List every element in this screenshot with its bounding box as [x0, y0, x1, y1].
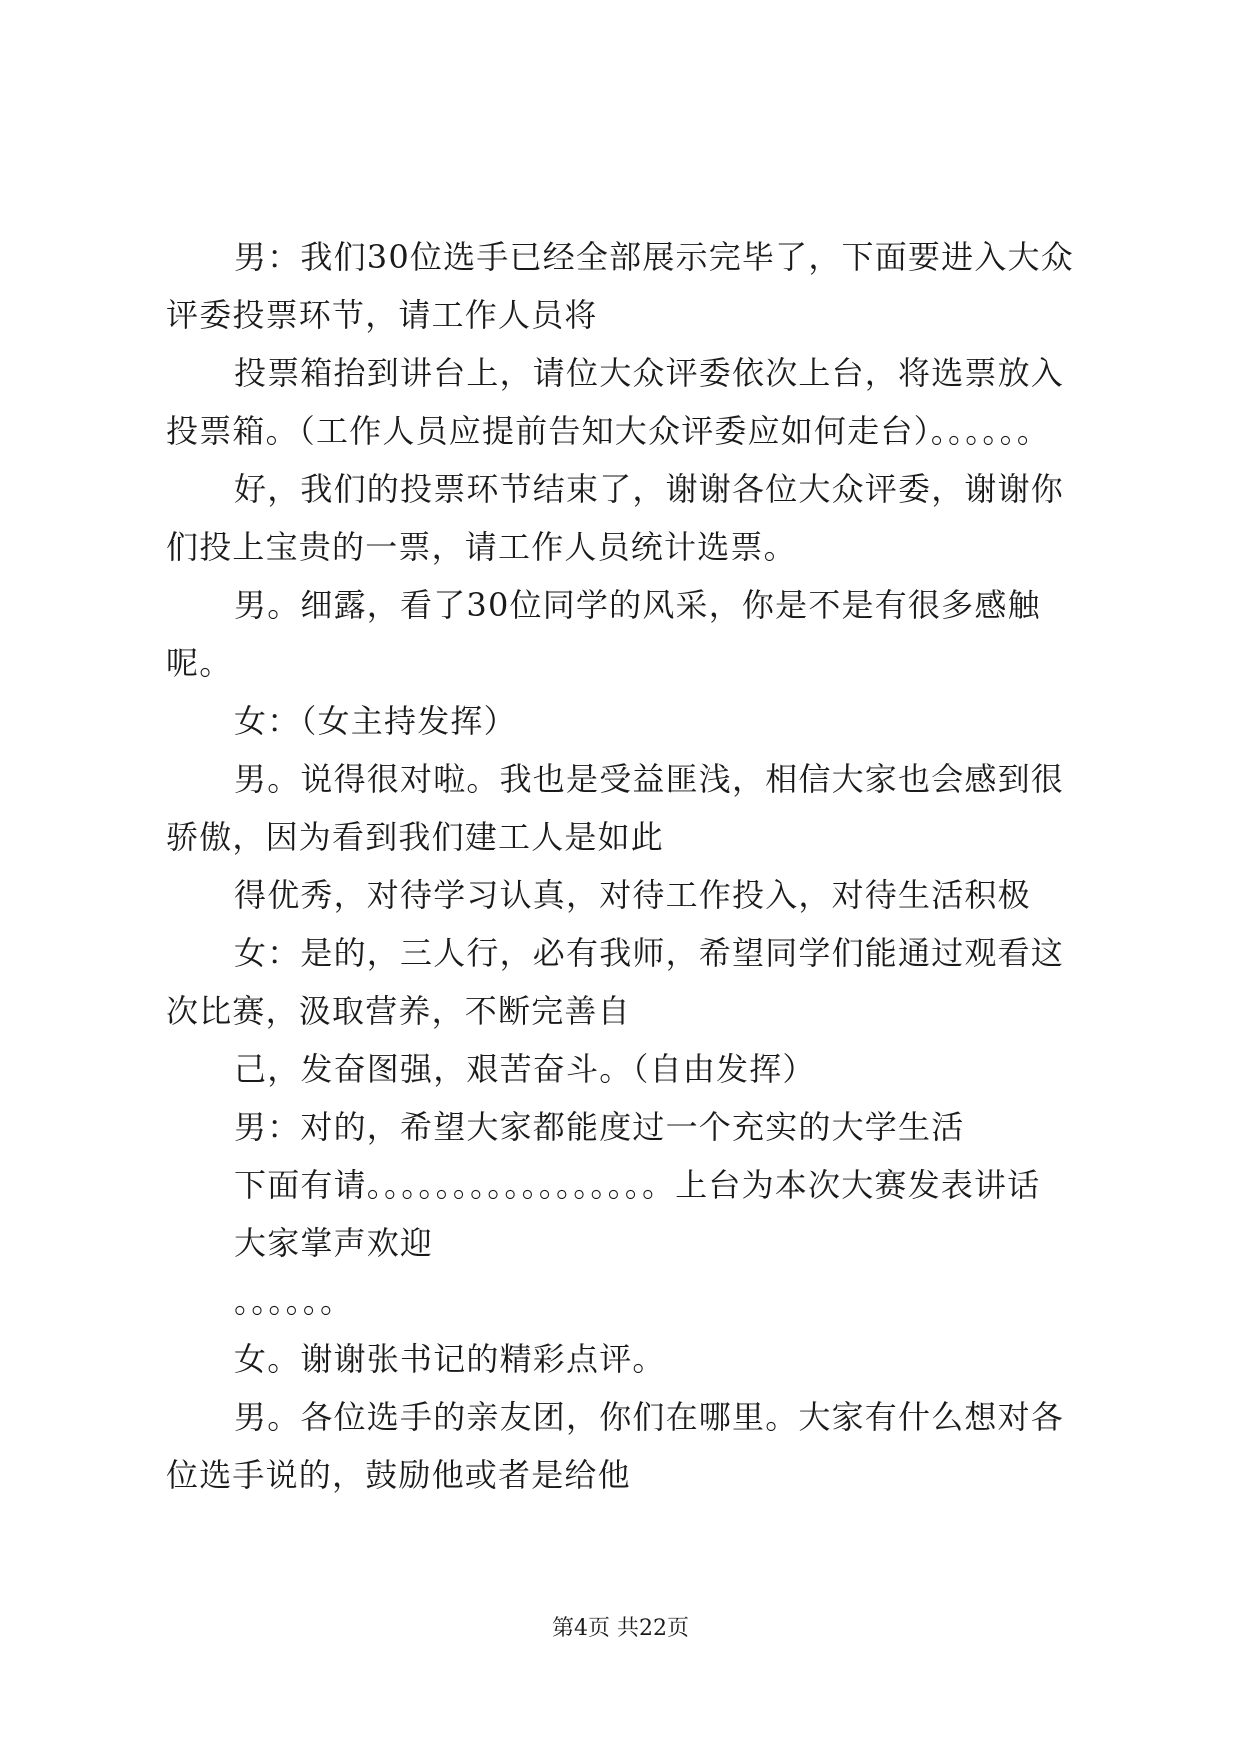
page-footer: 第4页 共22页: [552, 1616, 689, 1641]
paragraph: 男。细露，看了30位同学的风采，你是不是有很多感触呢。: [166, 586, 1041, 682]
paragraph: 投票箱抬到讲台上，请位大众评委依次上台，将选票放入投票箱。（工作人员应提前告知大众评委应如何走台）。。。。。。: [166, 354, 1065, 450]
paragraph: 好，我们的投票环节结束了，谢谢各位大众评委，谢谢你们投上宝贵的一票，请工作人员统计选票。: [166, 470, 1065, 566]
paragraph: 。。。。。。: [234, 1282, 354, 1320]
paragraph: 大家掌声欢迎: [234, 1224, 434, 1262]
paragraph: 女：（女主持发挥）: [234, 702, 517, 740]
paragraph: 女：是的，三人行，必有我师，希望同学们能通过观看这次比赛，汲取营养，不断完善自: [166, 934, 1065, 1030]
paragraph: 女。谢谢张书记的精彩点评。: [234, 1340, 666, 1378]
paragraph: 男。各位选手的亲友团，你们在哪里。大家有什么想对各位选手说的，鼓励他或者是给他: [166, 1398, 1065, 1494]
document-body: [166, 228, 1086, 1504]
paragraph: 己，发奋图强，艰苦奋斗。（自由发挥）: [234, 1050, 816, 1088]
paragraph: 得优秀，对待学习认真，对待工作投入，对待生活积极: [234, 876, 1031, 914]
paragraph: 男：我们30位选手已经全部展示完毕了，下面要进入大众评委投票环节，请工作人员将: [166, 238, 1074, 334]
paragraph: 男：对的，希望大家都能度过一个充实的大学生活: [234, 1108, 965, 1146]
paragraph: 下面有请。。。。。。。。。。。。。。。。。上台为本次大赛发表讲话: [234, 1166, 1041, 1204]
paragraph: 男。说得很对啦。我也是受益匪浅，相信大家也会感到很骄傲，因为看到我们建工人是如此: [166, 760, 1065, 856]
